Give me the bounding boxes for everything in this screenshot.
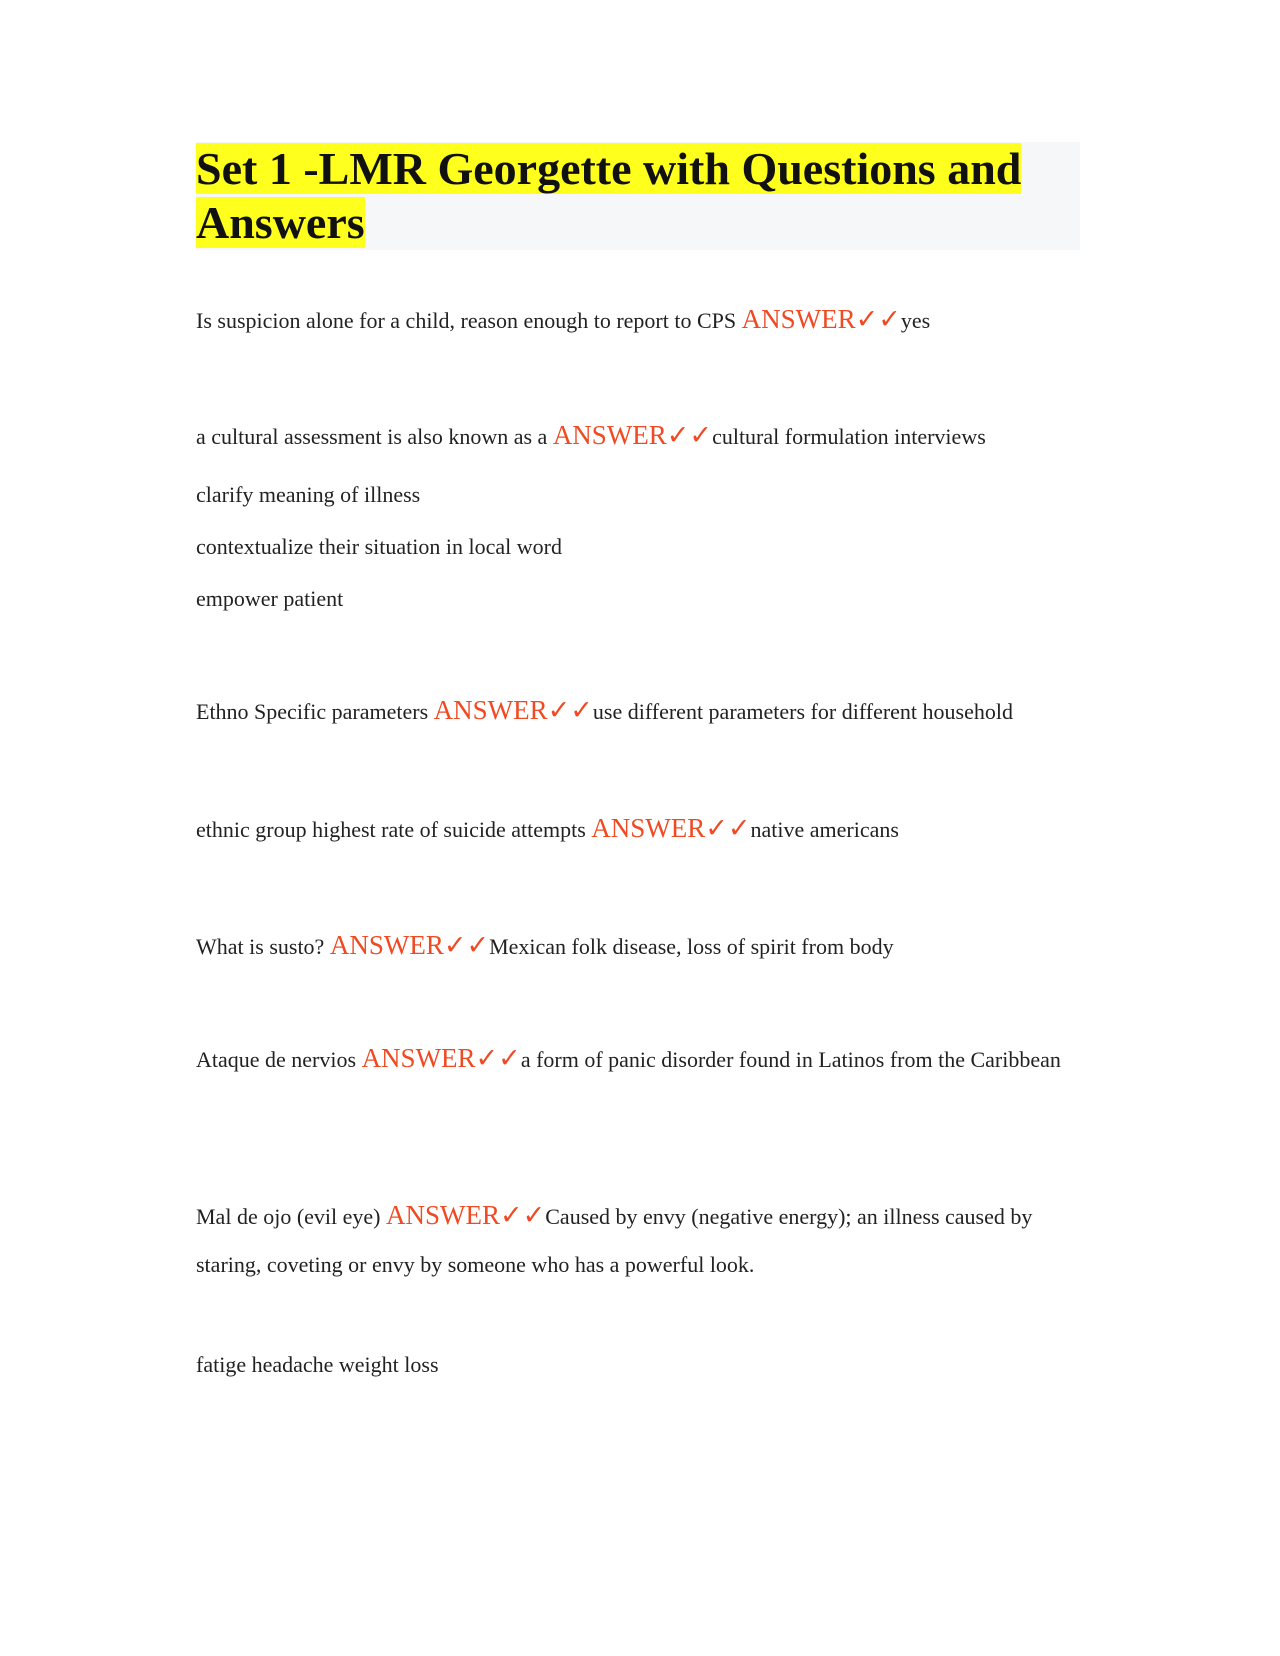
answer-text: Caused by envy (negative energy); an illness caused by staring, coveting or envy by someone who has a powerful look.: [196, 1204, 1033, 1277]
question-text: Ethno Specific parameters: [196, 699, 429, 724]
qa-item-4: [196, 813, 899, 845]
answer-marker: ANSWER✓✓: [552, 420, 713, 450]
answer-text: Mexican folk disease, loss of spirit from body: [489, 934, 894, 959]
qa-item-1: [196, 304, 930, 336]
title-text: Set 1 -LMR Georgette with Questions and Answers: [196, 143, 1022, 248]
page-title: [196, 142, 1080, 250]
question-text: Mal de ojo (evil eye): [196, 1204, 381, 1229]
text-line-1: clarify meaning of illness: [196, 482, 421, 507]
qa-item-2: [196, 420, 986, 452]
qa-item-5: [196, 930, 894, 962]
answer-text: use different parameters for different household: [592, 699, 1013, 724]
title-block: [196, 142, 1080, 250]
answer-marker: ANSWER✓✓: [386, 1200, 546, 1230]
qa-item-6: [196, 1034, 1086, 1084]
answer-marker: ANSWER✓✓: [329, 930, 490, 960]
question-text: a cultural assessment is also known as a: [196, 424, 548, 449]
text-line-2: contextualize their situation in local word: [196, 534, 562, 559]
answer-text: a form of panic disorder found in Latinos from the Caribbean: [520, 1047, 1061, 1072]
qa-item-3: [196, 695, 1013, 727]
qa-item-7: [196, 1191, 1086, 1289]
question-text: Is suspicion alone for a child, reason enough to report to CPS: [196, 308, 737, 333]
text-line-4: fatige headache weight loss: [196, 1352, 439, 1377]
answer-text: native americans: [750, 817, 899, 842]
answer-marker: ANSWER✓✓: [433, 695, 593, 725]
answer-marker: ANSWER✓✓: [741, 304, 901, 334]
text-line-3: empower patient: [196, 586, 344, 611]
question-text: What is susto?: [196, 934, 325, 959]
question-text: ethnic group highest rate of suicide attempts: [196, 817, 586, 842]
question-text: Ataque de nervios: [196, 1047, 357, 1072]
answer-marker: ANSWER✓✓: [361, 1043, 521, 1073]
answer-marker: ANSWER✓✓: [591, 813, 751, 843]
answer-text: yes: [900, 308, 931, 333]
answer-text: cultural formulation interviews: [712, 424, 986, 449]
